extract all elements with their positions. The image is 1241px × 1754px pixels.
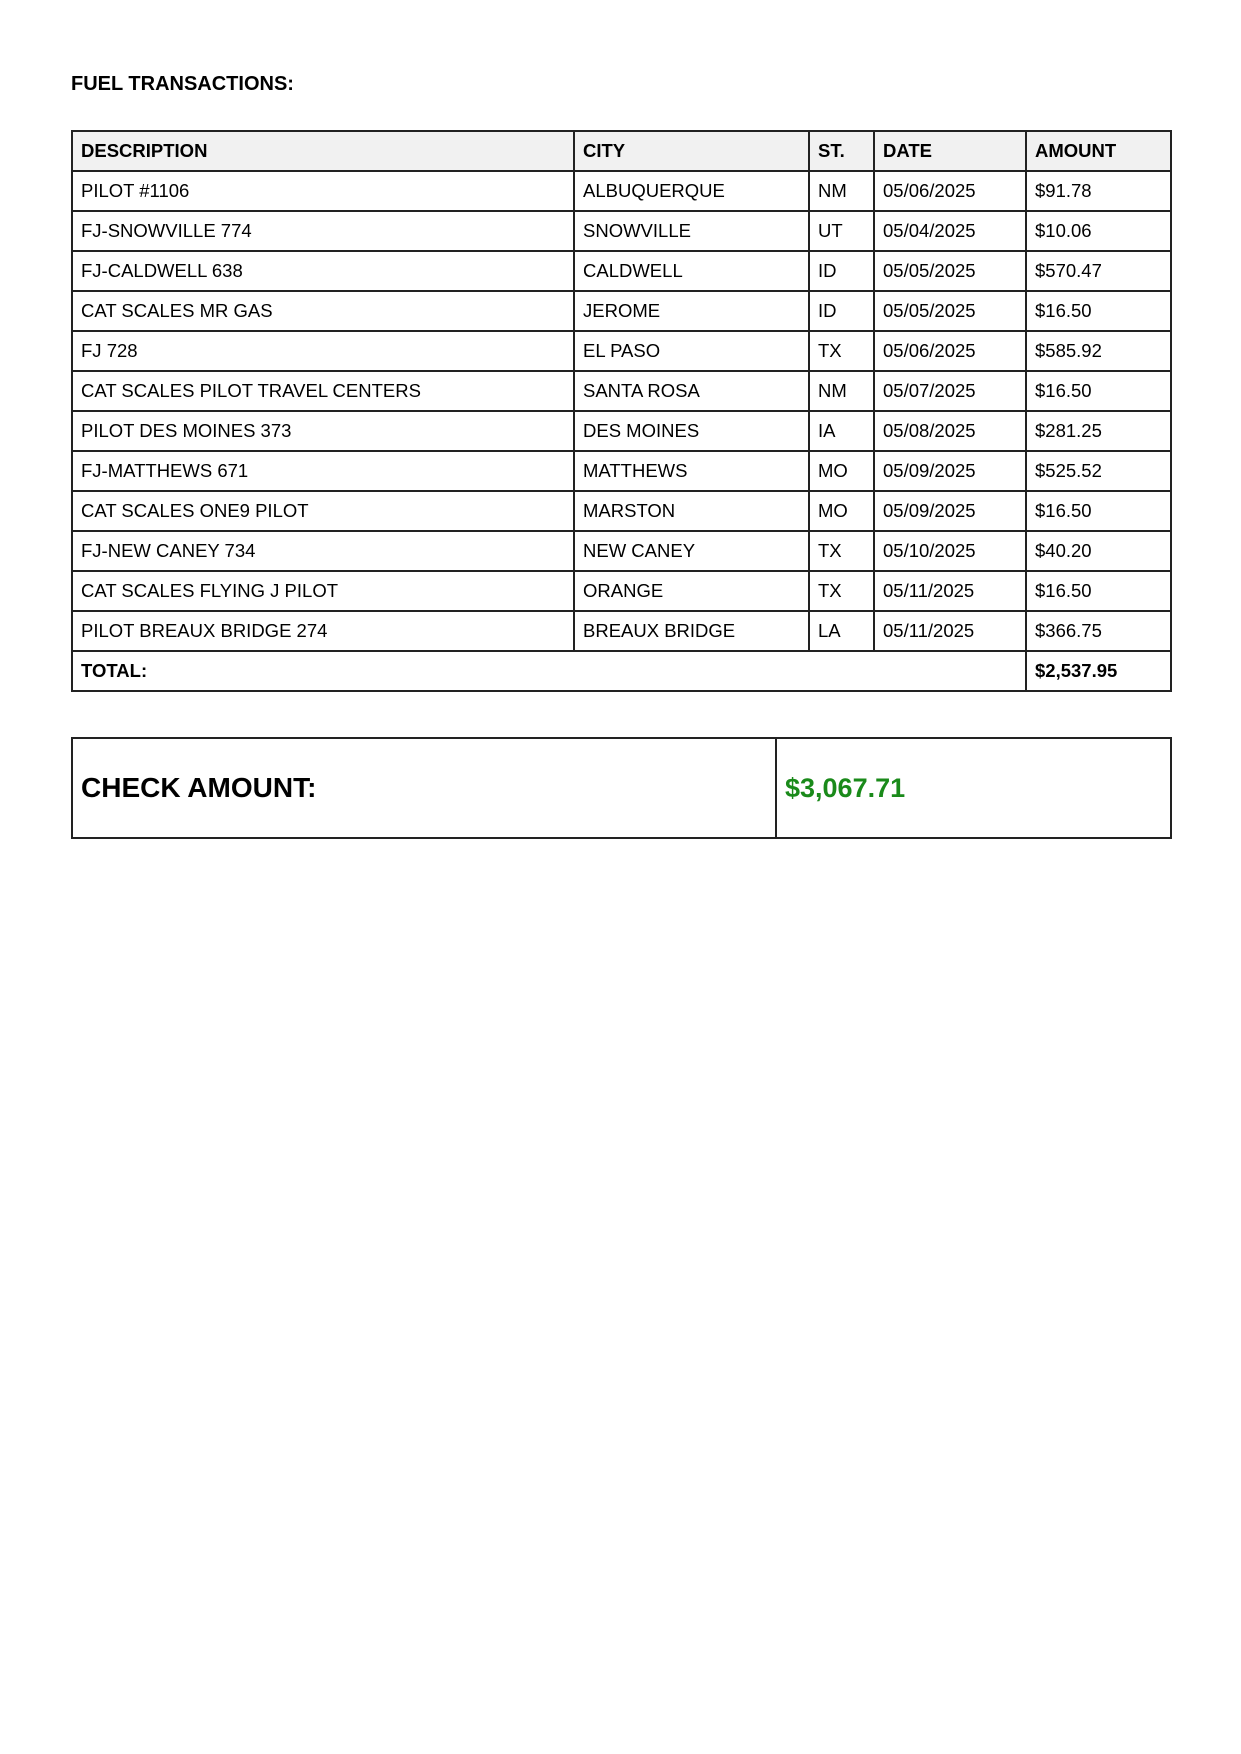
cell-date: 05/04/2025 [874,211,1026,251]
cell-amount: $366.75 [1026,611,1171,651]
column-header-description: DESCRIPTION [72,131,574,171]
cell-state: UT [809,211,874,251]
cell-date: 05/09/2025 [874,491,1026,531]
column-header-date: DATE [874,131,1026,171]
cell-city: MATTHEWS [574,451,809,491]
cell-state: IA [809,411,874,451]
cell-date: 05/06/2025 [874,171,1026,211]
table-row [72,411,1171,451]
table-header-row [72,131,1171,171]
cell-city: ALBUQUERQUE [574,171,809,211]
cell-description: FJ-CALDWELL 638 [72,251,574,291]
table-row [72,171,1171,211]
cell-city: MARSTON [574,491,809,531]
cell-state: NM [809,171,874,211]
cell-state: MO [809,491,874,531]
cell-amount: $91.78 [1026,171,1171,211]
cell-state: TX [809,331,874,371]
cell-city: BREAUX BRIDGE [574,611,809,651]
cell-date: 05/09/2025 [874,451,1026,491]
cell-amount: $281.25 [1026,411,1171,451]
cell-date: 05/07/2025 [874,371,1026,411]
cell-amount: $16.50 [1026,291,1171,331]
cell-state: NM [809,371,874,411]
total-row [72,651,1171,691]
cell-amount: $10.06 [1026,211,1171,251]
cell-state: ID [809,251,874,291]
table-row [72,251,1171,291]
table-row [72,571,1171,611]
table-body [72,171,1171,651]
cell-description: PILOT DES MOINES 373 [72,411,574,451]
table-row [72,611,1171,651]
cell-state: TX [809,571,874,611]
total-amount: $2,537.95 [1026,651,1171,691]
cell-description: CAT SCALES PILOT TRAVEL CENTERS [72,371,574,411]
cell-amount: $40.20 [1026,531,1171,571]
table-row [72,371,1171,411]
table-row [72,531,1171,571]
cell-description: FJ-NEW CANEY 734 [72,531,574,571]
cell-description: FJ-SNOWVILLE 774 [72,211,574,251]
cell-city: SANTA ROSA [574,371,809,411]
check-amount-box [71,737,1172,839]
cell-description: CAT SCALES MR GAS [72,291,574,331]
total-label: TOTAL: [72,651,1026,691]
cell-date: 05/08/2025 [874,411,1026,451]
table-row [72,331,1171,371]
cell-amount: $525.52 [1026,451,1171,491]
cell-city: ORANGE [574,571,809,611]
column-header-amount: AMOUNT [1026,131,1171,171]
table-row [72,451,1171,491]
cell-state: TX [809,531,874,571]
check-amount-label: CHECK AMOUNT: [72,738,776,838]
cell-state: LA [809,611,874,651]
column-header-city: CITY [574,131,809,171]
cell-city: DES MOINES [574,411,809,451]
column-header-state: ST. [809,131,874,171]
cell-description: PILOT #1106 [72,171,574,211]
cell-amount: $16.50 [1026,571,1171,611]
cell-city: NEW CANEY [574,531,809,571]
cell-city: EL PASO [574,331,809,371]
cell-date: 05/10/2025 [874,531,1026,571]
cell-description: CAT SCALES ONE9 PILOT [72,491,574,531]
cell-city: SNOWVILLE [574,211,809,251]
section-title: FUEL TRANSACTIONS: [71,73,294,95]
fuel-transactions-table [71,130,1172,692]
cell-description: FJ 728 [72,331,574,371]
cell-date: 05/11/2025 [874,611,1026,651]
table-row [72,491,1171,531]
cell-date: 05/05/2025 [874,291,1026,331]
cell-city: CALDWELL [574,251,809,291]
cell-description: CAT SCALES FLYING J PILOT [72,571,574,611]
cell-date: 05/06/2025 [874,331,1026,371]
cell-state: ID [809,291,874,331]
cell-amount: $570.47 [1026,251,1171,291]
cell-amount: $585.92 [1026,331,1171,371]
cell-state: MO [809,451,874,491]
cell-amount: $16.50 [1026,491,1171,531]
check-amount-row [72,738,1171,838]
table-row [72,291,1171,331]
cell-amount: $16.50 [1026,371,1171,411]
table-row [72,211,1171,251]
check-amount-value: $3,067.71 [776,738,1171,838]
cell-date: 05/05/2025 [874,251,1026,291]
cell-description: PILOT BREAUX BRIDGE 274 [72,611,574,651]
cell-description: FJ-MATTHEWS 671 [72,451,574,491]
cell-date: 05/11/2025 [874,571,1026,611]
cell-city: JEROME [574,291,809,331]
